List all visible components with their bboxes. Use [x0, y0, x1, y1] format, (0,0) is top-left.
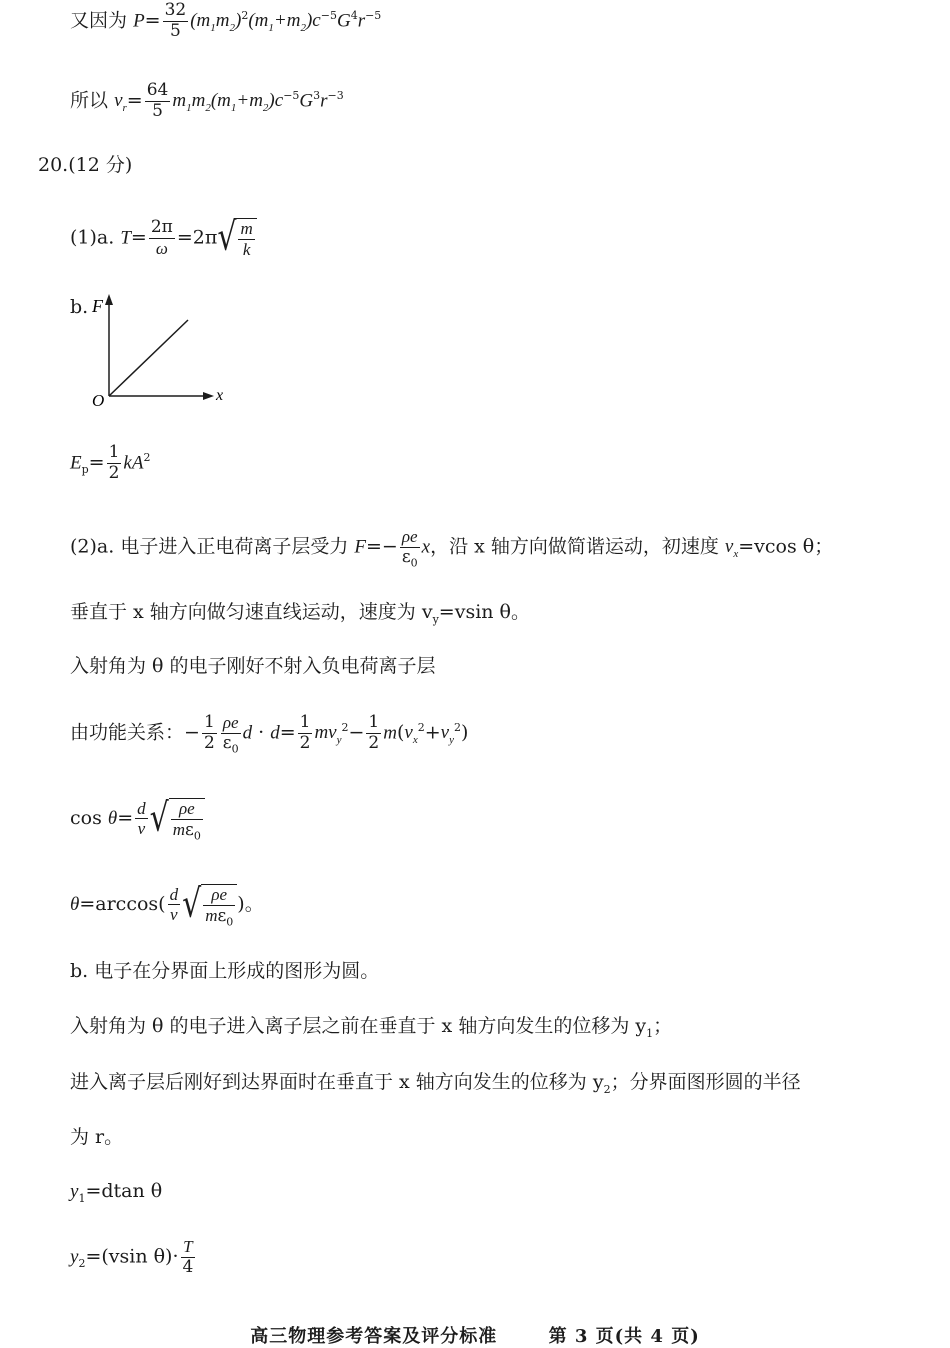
footer-title: 高三物理参考答案及评分标准: [250, 1326, 498, 1347]
part-b-statement: b. 电子在分界面上形成的图形为圆。: [70, 960, 380, 982]
part-1a-period: (1)a. T= $\frac{2\pi}{\omega}$ =2π√ $\frac{m}{k}$: [70, 218, 257, 259]
power-formula: 又因为 P= $\frac{32}{5}$ $(m_1m_2)^2(m_1+m_2)c^{-5}G^4r^{-5}$: [70, 0, 382, 41]
power-intro: 又因为: [70, 9, 128, 32]
part-2a-lead: (2)a. 电子进入正电荷离子层受力: [70, 535, 349, 558]
y2-text-tail: ；分界面图形圆的半径: [610, 1071, 801, 1093]
potential-energy-formula: $E_p=$ $\frac{1}{2}$ $kA^2$: [70, 442, 151, 483]
perpendicular-tail: =vsin θ。: [438, 601, 530, 623]
axis-label-x: x: [216, 387, 224, 404]
question-20-header: 20.(12 分): [38, 154, 133, 176]
vr-intro: 所以: [70, 89, 109, 112]
force-line: [109, 320, 188, 396]
x-axis-arrow: [203, 392, 214, 400]
y-axis-arrow: [105, 294, 113, 305]
incident-angle-statement: 入射角为 θ 的电子刚好不射入负电荷离子层: [70, 655, 436, 677]
footer-page-number: 第 3 页(共 4 页): [548, 1326, 700, 1347]
y1-text: 入射角为 θ 的电子进入离子层之前在垂直于 x 轴方向发生的位移为 y: [70, 1015, 647, 1037]
perpendicular-motion: 垂直于 x 轴方向做匀速直线运动，速度为 $v_y=vsin$ θ。: [70, 601, 530, 626]
y2-formula-tail: =(vsin θ)·: [85, 1245, 179, 1268]
theta-arccos-formula: θ=arccos( $\frac{d}{v}$ √ $\frac{\rho e}{m\varepsilon_0}$ )。: [70, 881, 264, 929]
origin-label: O: [92, 391, 105, 410]
part-2a-tail: vcos θ；: [754, 535, 834, 558]
energy-relation: 由功能关系：− $\frac{1}{2}$ $\frac{\rho e}{\varepsilon_0}$ d · d= $\frac{1}{2}$ $mv_y^2-$ $\frac{1}{2}$ $m(v_x^2+v_y^2)$: [70, 712, 469, 756]
y1-statement: 入射角为 θ 的电子进入离子层之前在垂直于 x 轴方向发生的位移为 $y_1$；: [70, 1015, 673, 1040]
y1-formula: $y_1=dtan$ θ: [70, 1180, 163, 1205]
energy-intro: 由功能关系：: [70, 721, 185, 744]
radius-statement: 为 r。: [70, 1126, 124, 1148]
part-1b-label: b.: [70, 296, 89, 318]
y1-formula-tail: =dtan θ: [85, 1180, 163, 1202]
page-footer: [0, 1322, 950, 1348]
part-1a-label: (1)a.: [70, 226, 115, 249]
y2-statement: 进入离子层后刚好到达界面时在垂直于 x 轴方向发生的位移为 $y_2$；分界面图形圆的半径: [70, 1071, 801, 1096]
y2-text: 进入离子层后刚好到达界面时在垂直于 x 轴方向发生的位移为 y: [70, 1071, 604, 1093]
part-2a-statement: (2)a. 电子进入正电荷离子层受力 F=− $\frac{\rho e}{\varepsilon_0}$ x，沿 x 轴方向做简谐运动，初速度 $v_x=vcos$ θ；: [70, 527, 834, 570]
force-displacement-graph: [88, 292, 238, 414]
vr-formula: 所以 $v_r=$ $\frac{64}{5}$ $m_1m_2(m_1+m_2)c^{-5}G^3r^{-3}$: [70, 80, 344, 121]
axis-label-f: F: [92, 296, 103, 316]
perpendicular-text: 垂直于 x 轴方向做匀速直线运动，速度为 v: [70, 601, 433, 623]
part-2a-mid: ，沿 x 轴方向做简谐运动，初速度: [430, 535, 719, 558]
cos-theta-formula: cos θ= $\frac{d}{v}$ √ $\frac{\rho e}{m\varepsilon_0}$: [70, 798, 205, 840]
y2-formula: $y_2=(vsin$ θ)· $\frac{T}{4}$: [70, 1237, 194, 1277]
